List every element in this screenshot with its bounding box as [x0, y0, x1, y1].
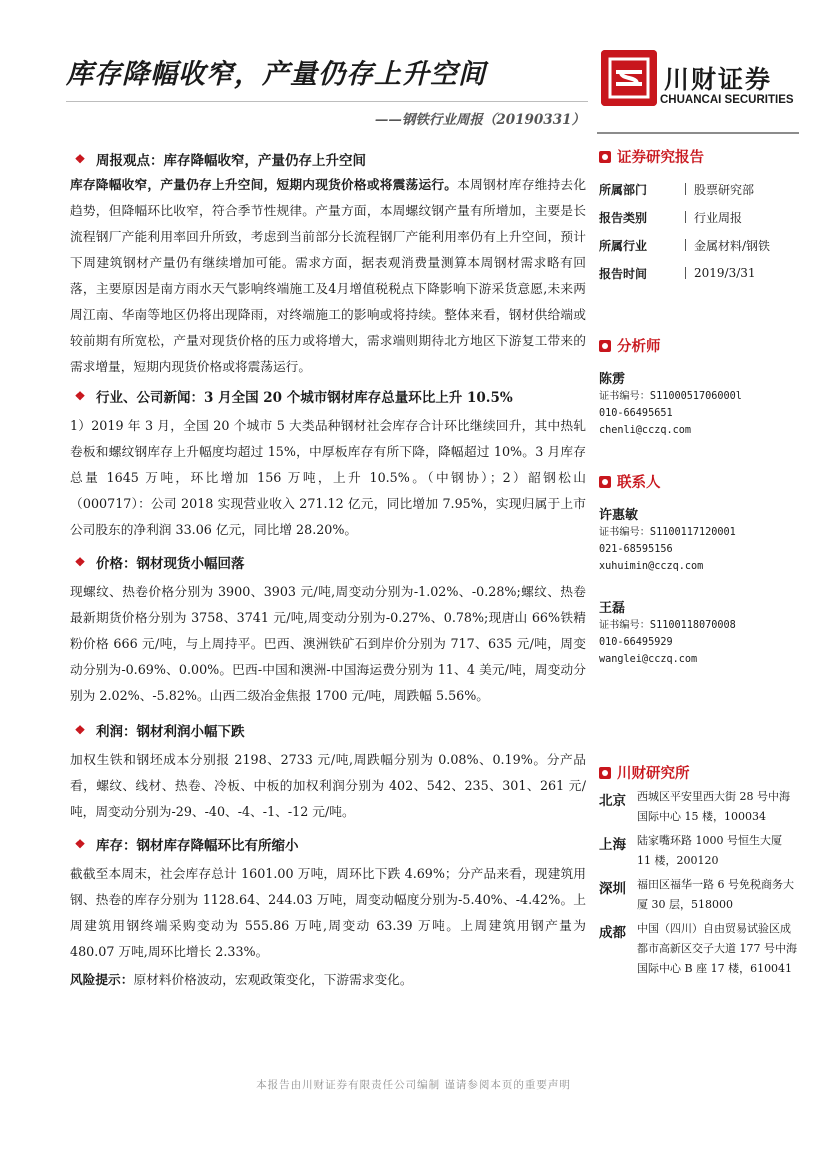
section-heading-text: 周报观点：库存降幅收窄，产量仍存上升空间: [96, 153, 366, 169]
analyst-phone: 010-66495651: [599, 408, 673, 419]
section-paragraph: [70, 747, 586, 825]
meta-row: [599, 259, 804, 287]
contact-heading-text: 联系人: [617, 475, 661, 491]
section-marker-icon: [599, 340, 611, 352]
contact-email[interactable]: wanglei@cczq.com: [599, 654, 698, 665]
office-address: 陆家嘴环路 1000 号恒生大厦 11 楼，200120: [637, 834, 782, 867]
section-news: [70, 383, 586, 543]
meta-separator: [685, 183, 686, 195]
office-city: 深圳: [599, 881, 626, 897]
section-marker-icon: [599, 151, 611, 163]
section-inventory: [70, 831, 586, 965]
report-subtitle: ——钢铁行业周报（20190331）: [374, 112, 585, 128]
section-heading-text: 行业、公司新闻：3 月全国 20 个城市钢材库存总量环比上升 10.5%: [96, 390, 513, 406]
section-heading: [70, 146, 586, 172]
paragraph-body: 截截至本周末，社会库存总计 1601.00 万吨，周环比下跌 4.69%；分产品来看，现建筑用钢、热卷的库存分别为 1128.64、244.03 万吨，周变动幅度分别为-5.40%、-4.42%。上周建筑用钢终端采购变动为 555.86 万吨,周变动 63.39 万吨。上周建筑用钢产量为 480.07 万吨,周环比增长 2.33%。: [70, 866, 586, 959]
meta-row: [599, 175, 804, 203]
institute-heading: [599, 762, 804, 783]
contact-cert: 证书编号：S1100117120001: [599, 527, 736, 538]
page-footer-disclaimer: 本报告由川财证券有限责任公司编制 谨请参阅本页的重要声明: [256, 1079, 571, 1091]
logo-name-cn: 川财证券: [664, 65, 773, 94]
section-paragraph: [70, 861, 586, 965]
contact-heading: [599, 471, 804, 492]
meta-label: 报告时间: [599, 266, 648, 281]
meta-value: 股票研究部: [694, 182, 755, 197]
meta-separator: [685, 239, 686, 251]
contact-name: 许惠敏: [599, 508, 639, 523]
meta-separator: [685, 267, 686, 279]
office-address: 中国（四川）自由贸易试验区成都市高新区交子大道 177 号中海国际中心 B 座 17 楼，610041: [637, 922, 797, 975]
office-city: 北京: [599, 793, 626, 809]
sidebar: [599, 146, 804, 979]
analyst-email[interactable]: chenli@cczq.com: [599, 425, 692, 436]
section-paragraph: [70, 579, 586, 709]
section-heading-text: 价格：钢材现货小幅回落: [96, 556, 245, 572]
analyst-cert: 证书编号：S1100051706000l: [599, 391, 742, 402]
diamond-bullet-icon: ❖: [74, 389, 86, 403]
meta-row: [599, 231, 804, 259]
section-marker-icon: [599, 767, 611, 779]
main-column: [70, 146, 586, 993]
section-marker-icon: [599, 476, 611, 488]
diamond-bullet-icon: ❖: [74, 837, 86, 851]
office-entry: [599, 875, 804, 915]
section-paragraph: [70, 172, 586, 380]
section-price: [70, 549, 586, 709]
paragraph-body: 现螺纹、热卷价格分别为 3900、3903 元/吨,周变动分别为-1.02%、-0.28%;螺纹、热卷最新期货价格分别为 3758、3741 元/吨,周变动分别为-0.27%、0.78%;现唐山 66%铁精粉价格 666 元/吨，与上周持平。巴西、澳洲铁矿石到岸价分别为 717、635 元/吨，周变动分别为-0.69%、0.00%。巴西-中国和澳洲-中国海运费分别为 11、4 美元/吨，周变动分别为 2.02%、-5.82%。山西二级冶金焦报 1700 元/吨，周跌幅 5.56%。: [70, 584, 586, 703]
risk-text: 原材料价格波动，宏观政策变化，下游需求变化。: [133, 972, 413, 987]
diamond-bullet-icon: ❖: [74, 555, 86, 569]
section-heading: [70, 383, 586, 409]
meta-value: 2019/3/31: [694, 266, 756, 280]
analyst-heading-text: 分析师: [617, 339, 661, 355]
contact-phone: 021-68595156: [599, 544, 673, 555]
meta-value: 金属材料/钢铁: [694, 238, 771, 253]
section-heading-text: 库存：钢材库存降幅环比有所缩小: [96, 838, 299, 854]
risk-label: 风险提示：: [70, 972, 134, 987]
office-city: 成都: [599, 925, 626, 941]
section-profit: [70, 717, 586, 825]
chuancai-logo-icon: [601, 50, 657, 106]
section-heading: [70, 831, 586, 857]
diamond-bullet-icon: ❖: [74, 723, 86, 737]
meta-row: [599, 203, 804, 231]
meta-label: 报告类别: [599, 210, 648, 225]
section-heading-text: 利润：钢材利润小幅下跌: [96, 724, 245, 740]
meta-value: 行业周报: [694, 210, 743, 225]
meta-separator: [685, 211, 686, 223]
contact-phone: 010-66495929: [599, 637, 673, 648]
section-heading: [70, 549, 586, 575]
analyst-name: 陈雳: [599, 372, 626, 387]
lead-sentence: 库存降幅收窄，产量仍存上升空间，短期内现货价格或将震荡运行。: [70, 177, 458, 192]
office-city: 上海: [599, 837, 626, 853]
contact-name: 王磊: [599, 601, 626, 616]
title-divider: [66, 101, 588, 102]
report-meta: [599, 175, 804, 287]
contact-cert: 证书编号：S1100118070008: [599, 620, 736, 631]
paragraph-body: 本周钢材库存维持去化趋势，但降幅环比收窄，符合季节性规律。产量方面，本周螺纹钢产量有所增加，主要是长流程钢厂产能利用率回升所致，考虑到当前部分长流程钢厂产能利用率仍有上升空间，预计下周建筑钢材产量仍有继续增加可能。需求方面，据表观消费量测算本周钢材需求略有回落，主要原因是南方雨水天气影响终端施工及4月增值税税点下降影响下游采货意愿,未来两周江南、华南等地区仍将出现降雨，对终端施工的影响或将持续。整体来看，钢材供给端或较前期有所宽松，产量对现货价格的压力或将增大，需求端则期待北方地区下游复工带来的需求增量，短期内现货价格或将震荡运行。: [70, 177, 587, 374]
contact-card: [599, 597, 804, 668]
office-entry: [599, 787, 804, 827]
paragraph-body: 1）2019 年 3 月，全国 20 个城市 5 大类品种钢材社会库存合计环比继续回升，其中热轧卷板和螺纹钢库存上升幅度均超过 15%，中厚板库存有所下降，降幅超过 10%。3 月库存总量 1645 万吨，环比增加 156 万吨，上升 10.5%。（中钢协）；2）韶钢松山（000717）：公司 2018 实现营业收入 271.12 亿元，同比增加 7.95%，实现归属于上市公司股东的净利润 33.06 亿元，同比增 28.20%。: [70, 418, 586, 537]
section-heading: [70, 717, 586, 743]
section-weekly-view: [70, 146, 586, 380]
logo-name-en: CHUANCAI SECURITIES: [660, 94, 794, 106]
report-type-heading-text: 证券研究报告: [617, 150, 704, 166]
section-paragraph: [70, 413, 586, 543]
contact-email[interactable]: xuhuimin@cczq.com: [599, 561, 704, 572]
report-title: 库存降幅收窄，产量仍存上升空间: [66, 59, 486, 90]
contact-card: [599, 504, 804, 575]
office-address: 西城区平安里西大街 28 号中海国际中心 15 楼，100034: [637, 790, 790, 823]
sidebar-divider: [597, 132, 799, 134]
paragraph-body: 加权生铁和钢坯成本分别报 2198、2733 元/吨,周跌幅分别为 0.08%、0.19%。分产品看，螺纹、线材、热卷、冷板、中板的加权利润分别为 402、542、235、301、261 元/吨，周变动分别为-29、-40、-4、-1、-12 元/吨。: [70, 752, 586, 819]
office-entry: [599, 831, 804, 871]
institute-heading-text: 川财研究所: [617, 766, 690, 782]
office-address: 福田区福华一路 6 号免税商务大厦 30 层，518000: [637, 878, 794, 911]
analyst-heading: [599, 335, 804, 356]
analyst-card: [599, 368, 804, 439]
meta-label: 所属部门: [599, 182, 648, 197]
diamond-bullet-icon: ❖: [74, 152, 86, 166]
meta-label: 所属行业: [599, 238, 648, 253]
report-type-heading: [599, 146, 804, 167]
risk-warning: [70, 967, 586, 993]
office-entry: [599, 919, 804, 979]
office-list: [599, 787, 804, 979]
